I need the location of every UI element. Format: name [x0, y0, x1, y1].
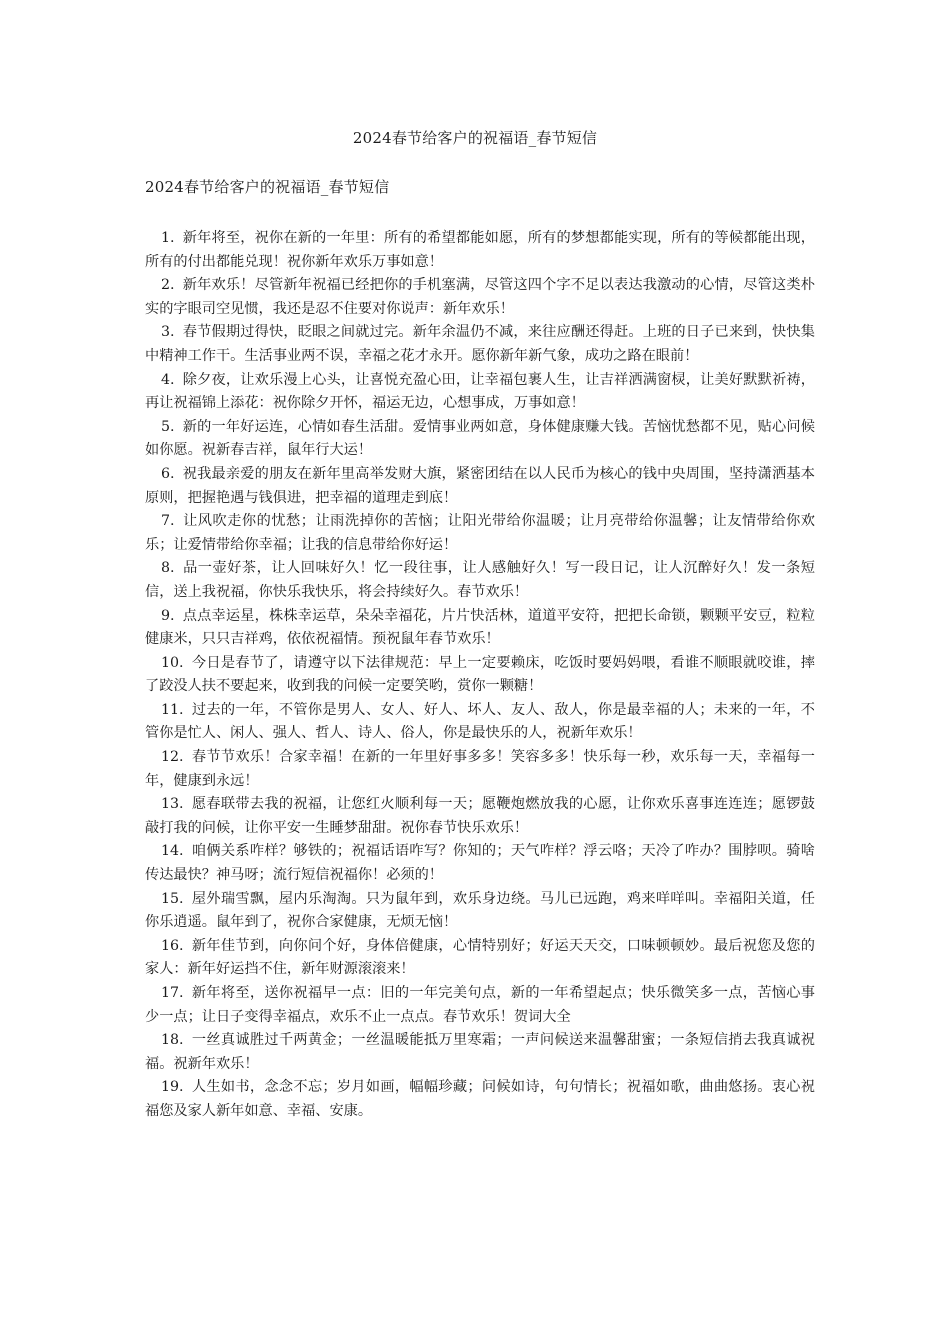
list-item	[145, 793, 815, 840]
document-title: 2024春节给客户的祝福语_春节短信	[352, 129, 598, 147]
list-item-text: 新年佳节到，向你问个好，身体倍健康，心情特别好；好运天天交，口味顿顿妙。最后祝您及您的家人：新年好运挡不住，新年财源滚滚来！	[145, 937, 815, 978]
list-item-text: 咱俩关系咋样？够铁的；祝福话语咋写？你知的；天气咋样？浮云咯；天冷了咋办？围脖呗。骑啥传达最快？神马呀；流行短信祝福你！必须的！	[145, 843, 815, 884]
list-item-number: 11.	[161, 701, 184, 718]
list-item-text: 让风吹走你的忧愁；让雨洗掉你的苦恼；让阳光带给你温暖；让月亮带给你温馨；让友情带给你欢乐；让爱情带给你幸福；让我的信息带给你好运！	[145, 513, 815, 553]
list-item	[145, 510, 815, 557]
list-item-number: 7.	[161, 513, 175, 530]
list-item	[145, 227, 815, 274]
list-item	[145, 463, 815, 510]
list-item-number: 19.	[161, 1079, 184, 1096]
list-item-text: 春节节欢乐！合家幸福！在新的一年里好事多多！笑容多多！快乐每一秒，欢乐每一天，幸福每一年，健康到永远！	[145, 749, 815, 789]
list-item	[145, 557, 815, 604]
list-item	[145, 699, 815, 746]
list-item-text: 过去的一年，不管你是男人、女人、好人、坏人、友人、敌人，你是最幸福的人；未来的一年，不管你是忙人、闲人、强人、哲人、诗人、俗人，你是最快乐的人，祝新年欢乐！	[145, 701, 815, 742]
list-item-number: 17.	[161, 985, 184, 1001]
list-item	[145, 935, 815, 982]
list-item	[145, 416, 815, 463]
list-item-text: 人生如书，念念不忘；岁月如画，幅幅珍藏；问候如诗，句句情长；祝福如歌，曲曲悠扬。衷心祝福您及家人新年如意、幸福、安康。	[145, 1079, 815, 1119]
list-item	[145, 1076, 815, 1123]
list-item-number: 12.	[161, 749, 184, 766]
list-item-number: 2.	[161, 277, 175, 294]
list-item-number: 16.	[161, 937, 184, 954]
list-item	[145, 888, 815, 935]
list-item-number: 9.	[161, 607, 175, 624]
list-item-text: 新年将至，送你祝福早一点：旧的一年完美句点，新的一年希望起点；快乐微笑多一点，苦恼心事少一点；让日子变得幸福点，欢乐不止一点点。春节欢乐！贺词大全	[145, 985, 815, 1025]
list-item	[145, 982, 815, 1029]
list-item	[145, 652, 815, 699]
list-item-text: 点点幸运星，株株幸运草，朵朵幸福花，片片快活林，道道平安符，把把长命锁，颗颗平安豆，粒粒健康米，只只吉祥鸡，依依祝福情。预祝鼠年春节欢乐！	[145, 607, 815, 648]
list-item-number: 5.	[161, 418, 175, 435]
list-item-text: 一丝真诚胜过千两黄金；一丝温暖能抵万里寒霜；一声问候送来温馨甜蜜；一条短信捎去我真诚祝福。祝新年欢乐！	[145, 1032, 815, 1072]
list-item	[145, 746, 815, 793]
list-item-number: 4.	[161, 371, 175, 388]
list-item-text: 今日是春节了，请遵守以下法律规范：早上一定要赖床，吃饭时要妈妈喂，看谁不顺眼就咬谁，摔了跤没人扶不要起来，收到我的问候一定要笑哟，赏你一颗糖！	[145, 654, 815, 695]
list-item-number: 1.	[161, 230, 175, 246]
list-item	[145, 274, 815, 321]
list-item-text: 品一壶好茶，让人回味好久！忆一段往事，让人感触好久！写一段日记，让人沉醉好久！发一条短信，送上我祝福，你快乐我快乐，将会持续好久。春节欢乐！	[145, 560, 815, 600]
list-item-number: 10.	[161, 654, 184, 671]
list-item-number: 8.	[161, 560, 175, 577]
list-item-text: 新年将至，祝你在新的一年里：所有的希望都能如愿，所有的梦想都能实现，所有的等候都能出现，所有的付出都能兑现！祝你新年欢乐万事如意！	[145, 230, 815, 270]
list-item	[145, 321, 815, 368]
list-item-text: 屋外瑞雪飘，屋内乐淘淘。只为鼠年到，欢乐身边绕。马儿已远跑，鸡来咩咩叫。幸福阳关道，任你乐逍遥。鼠年到了，祝你合家健康，无烦无恼！	[145, 890, 815, 931]
document-subtitle: 2024春节给客户的祝福语_春节短信	[145, 178, 390, 196]
list-item-text: 祝我最亲爱的朋友在新年里高举发财大旗，紧密团结在以人民币为核心的钱中央周围，坚持潇洒基本原则，把握艳遇与钱俱进，把幸福的道理走到底！	[145, 465, 815, 506]
list-item-number: 14.	[161, 843, 184, 860]
list-item	[145, 605, 815, 652]
list-item-number: 13.	[161, 796, 184, 813]
list-item	[145, 369, 815, 416]
list-item	[145, 1029, 815, 1076]
greeting-list	[145, 227, 815, 1124]
list-item	[145, 840, 815, 887]
list-item-number: 18.	[161, 1032, 184, 1049]
list-item-text: 愿春联带去我的祝福，让您红火顺利每一天；愿鞭炮燃放我的心愿，让你欢乐喜事连连连；愿锣鼓敲打我的问候，让你平安一生睡梦甜甜。祝你春节快乐欢乐！	[145, 796, 815, 836]
list-item-text: 春节假期过得快，眨眼之间就过完。新年余温仍不减，来往应酬还得赶。上班的日子已来到，快快集中精神工作干。生活事业两不误，幸福之花才永开。愿你新年新气象，成功之路在眼前！	[145, 324, 815, 364]
list-item-number: 15.	[161, 890, 184, 907]
list-item-text: 除夕夜，让欢乐漫上心头，让喜悦充盈心田，让幸福包裹人生，让吉祥洒满窗棂，让美好默默祈祷，再让祝福锦上添花：祝你除夕开怀，福运无边，心想事成，万事如意！	[145, 371, 815, 412]
list-item-text: 新年欢乐！尽管新年祝福已经把你的手机塞满，尽管这四个字不足以表达我激动的心情，尽管这类朴实的字眼司空见惯，我还是忍不住要对你说声：新年欢乐！	[145, 277, 815, 317]
list-item-number: 6.	[161, 465, 175, 482]
list-item-text: 新的一年好运连，心情如春生活甜。爱情事业两如意，身体健康赚大钱。苦恼忧愁都不见，贴心问候如你愿。祝新春吉祥，鼠年行大运！	[145, 418, 815, 459]
list-item-number: 3.	[161, 324, 175, 341]
